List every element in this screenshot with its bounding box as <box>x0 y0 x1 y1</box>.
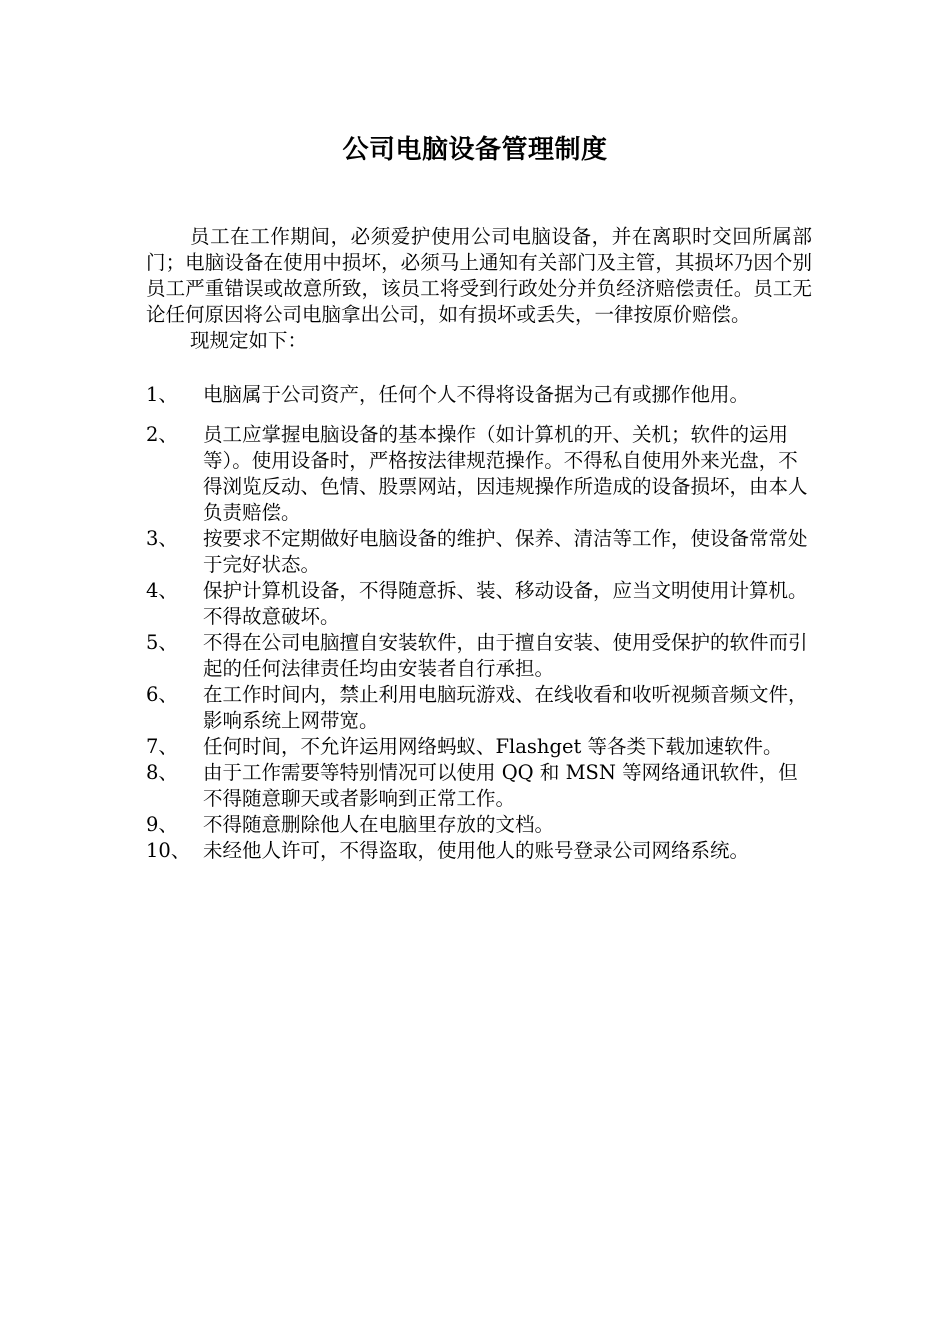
rule-item-4 <box>146 578 812 630</box>
rule-text: 电脑属于公司资产，任何个人不得将设备据为己有或挪作他用。 <box>203 383 750 406</box>
rules-list <box>146 382 812 864</box>
rule-text: 保护计算机设备，不得随意拆、装、移动设备，应当文明使用计算机。不得故意破坏。 <box>203 579 808 628</box>
rule-text: 由于工作需要等特别情况可以使用 QQ 和 MSN 等网络通讯软件，但不得随意聊天或者影响到正常工作。 <box>203 761 798 810</box>
rule-item-6 <box>146 682 812 734</box>
rule-item-9 <box>146 812 812 838</box>
intro-paragraph: 员工在工作期间，必须爱护使用公司电脑设备，并在离职时交回所属部门；电脑设备在使用中损坏，必须马上通知有关部门及主管，其损坏乃因个别员工严重错误或故意所致，该员工将受到行政处分并负经济赔偿责任。员工无论任何原因将公司电脑拿出公司，如有损坏或丢失，一律按原价赔偿。 <box>146 225 812 326</box>
rule-item-7 <box>146 734 812 760</box>
rule-item-1 <box>146 382 812 408</box>
intro-section <box>146 224 812 354</box>
rule-number: 8、 <box>146 761 178 784</box>
rule-number: 10、 <box>146 839 191 862</box>
rule-text: 按要求不定期做好电脑设备的维护、保养、清洁等工作，使设备常常处于完好状态。 <box>203 527 808 576</box>
rule-text: 未经他人许可，不得盗取，使用他人的账号登录公司网络系统。 <box>203 839 750 862</box>
rule-number: 7、 <box>146 735 178 758</box>
rule-number: 1、 <box>146 383 178 406</box>
rule-item-10 <box>146 838 812 864</box>
rule-text: 不得在公司电脑擅自安装软件，由于擅自安装、使用受保护的软件而引起的任何法律责任均由安装者自行承担。 <box>203 631 808 680</box>
rule-item-3 <box>146 526 812 578</box>
rule-number: 5、 <box>146 631 178 654</box>
document-title: 公司电脑设备管理制度 <box>342 135 608 165</box>
rule-number: 6、 <box>146 683 178 706</box>
rule-number: 9、 <box>146 813 178 836</box>
rule-text: 在工作时间内，禁止利用电脑玩游戏、在线收看和收听视频音频文件，影响系统上网带宽。 <box>203 683 808 732</box>
rule-number: 3、 <box>146 527 178 550</box>
rule-item-5 <box>146 630 812 682</box>
rule-item-8 <box>146 760 812 812</box>
rule-number: 4、 <box>146 579 178 602</box>
rule-item-2 <box>146 422 812 526</box>
intro-lead-in: 现规定如下： <box>190 329 308 352</box>
rule-number: 2、 <box>146 423 178 446</box>
rule-text: 任何时间，不允许运用网络蚂蚁、Flashget 等各类下载加速软件。 <box>203 735 783 758</box>
rule-text: 员工应掌握电脑设备的基本操作（如计算机的开、关机；软件的运用等）。使用设备时，严格按法律规范操作。不得私自使用外来光盘，不得浏览反动、色情、股票网站，因违规操作所造成的设备损坏，由本人负责赔偿。 <box>203 423 808 524</box>
rule-text: 不得随意删除他人在电脑里存放的文档。 <box>203 813 555 836</box>
